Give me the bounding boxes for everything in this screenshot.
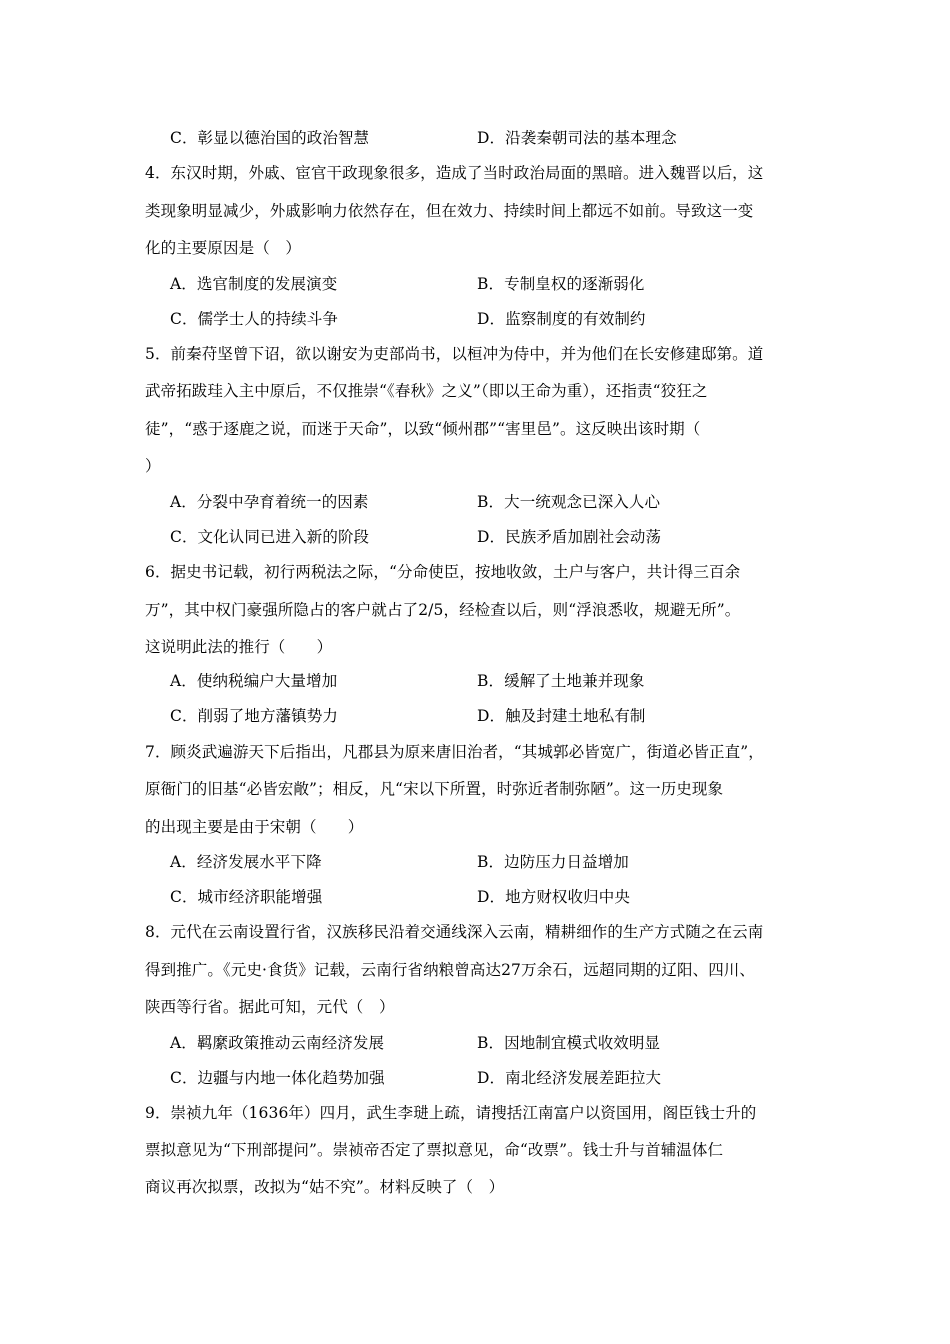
- q4-option-b: B．专制皇权的逐渐弱化: [477, 275, 645, 293]
- q5-option-c: C．文化认同已进入新的阶段: [170, 528, 370, 546]
- q6-stem-line-3: 这说明此法的推行（ ）: [145, 638, 333, 656]
- q9-stem-line-1: 9．崇祯九年（1636年）四月，武生李琎上疏，请搜括江南富户以资国用，阁臣钱士升的: [145, 1104, 757, 1122]
- q7-stem-line-1: 7．顾炎武遍游天下后指出，凡郡县为原来唐旧治者，“其城郭必皆宽广，街道必皆正直”，: [145, 743, 764, 761]
- q5-stem-line-1: 5．前秦苻坚曾下诏，欲以谢安为吏部尚书，以桓冲为侍中，并为他们在长安修建邸第。道: [145, 345, 764, 363]
- q4-stem-line-1: 4．东汉时期，外戚、宦官干政现象很多，造成了当时政治局面的黑暗。进入魏晋以后，这: [145, 164, 764, 182]
- q3-option-c: C．彰显以德治国的政治智慧: [170, 129, 370, 147]
- q7-option-a: A．经济发展水平下降: [170, 853, 322, 871]
- q9-stem-line-3: 商议再次拟票，改拟为“姑不究”。材料反映了（ ）: [145, 1178, 505, 1196]
- q6-option-d: D．触及封建土地私有制: [477, 707, 646, 725]
- q7-stem-line-2: 原衙门的旧基“必皆宏敞”；相反，凡“宋以下所置，时弥近者制弥陋”。这一历史现象: [145, 780, 724, 798]
- q8-option-a: A．羁縻政策推动云南经济发展: [170, 1034, 385, 1052]
- q8-stem-line-1: 8．元代在云南设置行省，汉族移民沿着交通线深入云南，精耕细作的生产方式随之在云南: [145, 923, 764, 941]
- q7-option-c: C．城市经济职能增强: [170, 888, 323, 906]
- q5-option-a: A．分裂中孕育着统一的因素: [170, 493, 369, 511]
- q4-option-d: D．监察制度的有效制约: [477, 310, 646, 328]
- q4-stem-line-3: 化的主要原因是（ ）: [145, 239, 302, 257]
- q6-stem-line-1: 6．据史书记载，初行两税法之际，“分命使臣，按地收敛，土户与客户，共计得三百余: [145, 563, 741, 581]
- q6-stem-line-2: 万”，其中权门豪强所隐占的客户就占了2/5，经检查以后，则“浮浪悉收，规避无所”。: [145, 601, 741, 619]
- q9-stem-line-2: 票拟意见为“下刑部提问”。崇祯帝否定了票拟意见，命“改票”。钱士升与首辅温体仁: [145, 1141, 724, 1159]
- q5-option-b: B．大一统观念已深入人心: [477, 493, 661, 511]
- q4-stem-line-2: 类现象明显减少，外戚影响力依然存在，但在效力、持续时间上都远不如前。导致这一变: [145, 202, 754, 220]
- q7-stem-line-3: 的出现主要是由于宋朝（ ）: [145, 818, 364, 836]
- q8-option-c: C．边疆与内地一体化趋势加强: [170, 1069, 385, 1087]
- q6-option-b: B．缓解了土地兼并现象: [477, 672, 645, 690]
- q8-stem-line-2: 得到推广。《元史·食货》记载，云南行省纳粮曾高达27万余石，远超同期的辽阳、四川、: [145, 961, 756, 979]
- q5-stem-line-2: 武帝拓跋珪入主中原后，不仅推崇“《春秋》之义”（即以王命为重），还指责“狡狂之: [145, 382, 708, 400]
- q5-stem-line-4: ）: [145, 457, 161, 475]
- q3-option-d: D．沿袭秦朝司法的基本理念: [477, 129, 677, 147]
- q7-option-d: D．地方财权收归中央: [477, 888, 630, 906]
- q5-stem-line-3: 徒”，“惑于逐鹿之说，而迷于天命”，以致“倾州郡”“害里邑”。这反映出该时期（: [145, 420, 701, 438]
- q4-option-a: A．选官制度的发展演变: [170, 275, 338, 293]
- q6-option-a: A．使纳税编户大量增加: [170, 672, 338, 690]
- q6-option-c: C．削弱了地方藩镇势力: [170, 707, 338, 725]
- q7-option-b: B．边防压力日益增加: [477, 853, 629, 871]
- q4-option-c: C．儒学士人的持续斗争: [170, 310, 338, 328]
- q8-option-d: D．南北经济发展差距拉大: [477, 1069, 662, 1087]
- q8-option-b: B．因地制宜模式收效明显: [477, 1034, 661, 1052]
- q8-stem-line-3: 陕西等行省。据此可知，元代（ ）: [145, 998, 395, 1016]
- q5-option-d: D．民族矛盾加剧社会动荡: [477, 528, 662, 546]
